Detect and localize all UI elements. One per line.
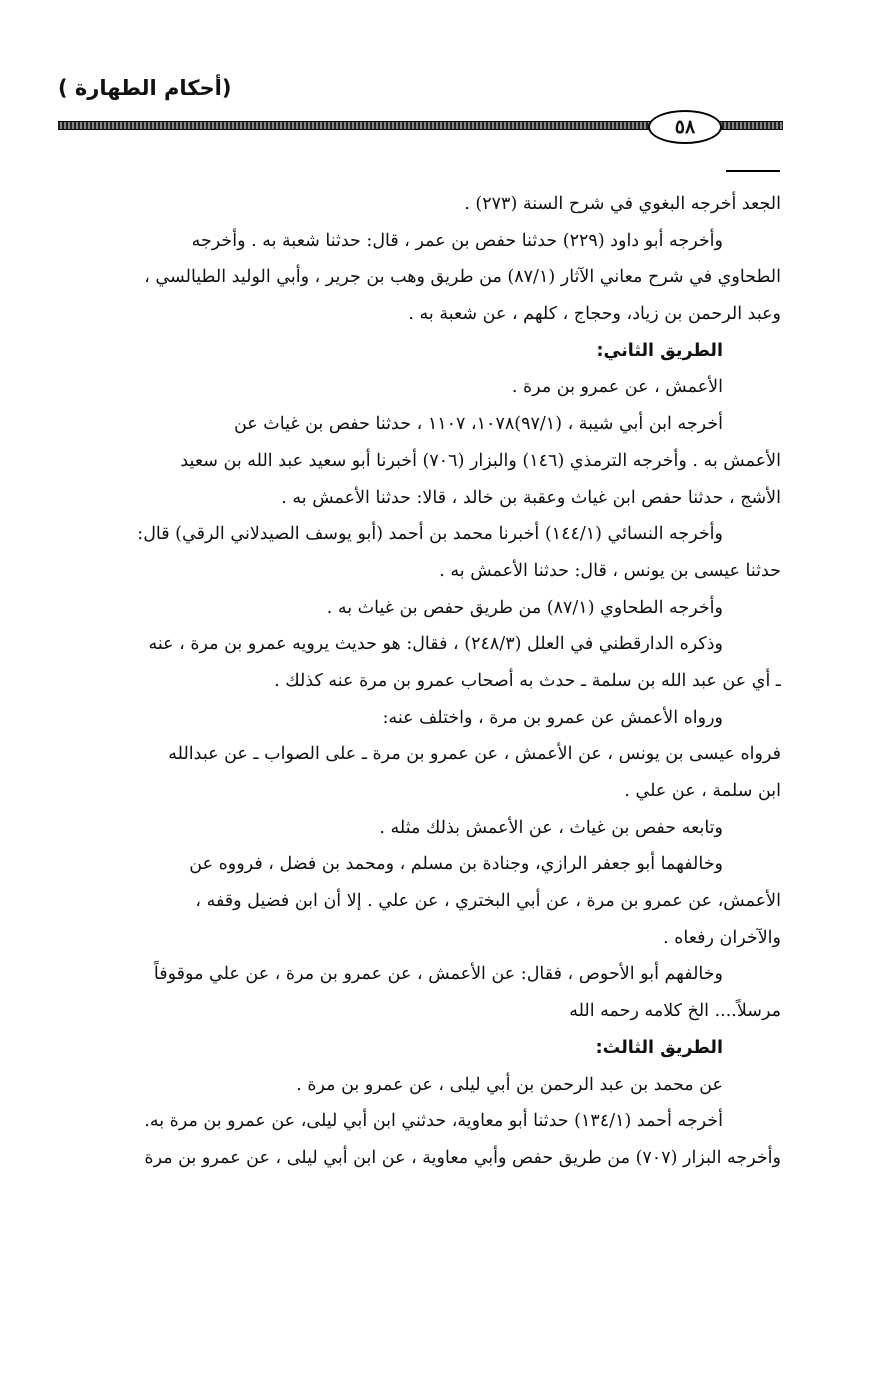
page-number xyxy=(648,110,722,144)
footnote-rule xyxy=(726,170,780,172)
section-heading: الطريق الثالث: xyxy=(595,1037,723,1058)
text-line: الأعمش ، عن عمرو بن مرة . xyxy=(511,377,723,398)
text-line: وأخرجه البزار (٧٠٧) من طريق حفص وأبي معاوية ، عن ابن أبي ليلى ، عن عمرو بن مرة xyxy=(144,1147,781,1168)
text-line: وذكره الدارقطني في العلل (٢٤٨/٣) ، فقال: هو حديث يرويه عمرو بن مرة ، عنه xyxy=(148,634,723,655)
text-line: ابن سلمة ، عن علي . xyxy=(624,781,781,801)
text-line: مرسلاً.... الخ كلامه رحمه الله xyxy=(569,1001,781,1022)
text-line: وأخرجه أبو داود (٢٢٩) حدثنا حفص بن عمر ، قال: حدثنا شعبة به . وأخرجه xyxy=(191,230,723,251)
text-line: ورواه الأعمش عن عمرو بن مرة ، واختلف عنه: xyxy=(382,707,723,728)
text-line: فرواه عيسى بن يونس ، عن الأعمش ، عن عمرو بن مرة ـ على الصواب ـ عن عبدالله xyxy=(168,744,781,765)
text-line: الأعمش به . وأخرجه الترمذي (١٤٦) والبزار (٧٠٦) أخبرنا أبو سعيد عبد الله بن سعيد xyxy=(180,450,781,471)
text-line: الطحاوي في شرح معاني الآثار (٨٧/١) من طريق وهب بن جرير ، وأبي الوليد الطيالسي ، xyxy=(144,267,781,288)
text-line: والآخران رفعاه . xyxy=(663,927,781,948)
text-line: وأخرجه النسائي (١٤٤/١) أخبرنا محمد بن أحمد (أبو يوسف الصيدلاني الرقي) قال: xyxy=(137,524,723,545)
text-line: الأعمش، عن عمرو بن مرة ، عن أبي البختري ، عن علي . إلا أن ابن فضيل وقفه ، xyxy=(195,891,781,912)
text-line: عن محمد بن عبد الرحمن بن أبي ليلى ، عن عمرو بن مرة . xyxy=(296,1074,723,1095)
text-line: ـ أي عن عبد الله بن سلمة ـ حدث به أصحاب عمرو بن مرة عنه كذلك . xyxy=(274,670,781,691)
text-line: وعبد الرحمن بن زياد، وحجاج ، كلهم ، عن شعبة به . xyxy=(408,304,781,325)
text-line: وتابعه حفص بن غياث ، عن الأعمش بذلك مثله . xyxy=(379,817,723,838)
text-line: وأخرجه الطحاوي (٨٧/١) من طريق حفص بن غياث به . xyxy=(326,597,723,618)
text-line: حدثنا عيسى بن يونس ، قال: حدثنا الأعمش به . xyxy=(439,560,781,581)
text-line: الأشج ، حدثنا حفص ابن غياث وعقبة بن خالد ، قالا: حدثنا الأعمش به . xyxy=(281,487,781,508)
text-line: أخرجه أحمد (١٣٤/١) حدثنا أبو معاوية، حدثني ابن أبي ليلى، عن عمرو بن مرة به. xyxy=(144,1111,723,1132)
section-heading: الطريق الثاني: xyxy=(596,340,723,361)
running-title: (أحكام الطهارة ) xyxy=(58,76,232,100)
text-line: وخالفهما أبو جعفر الرازي، وجنادة بن مسلم ، ومحمد بن فضل ، فرووه عن xyxy=(189,854,723,875)
body-text xyxy=(58,186,781,1177)
text-line: وخالفهم أبو الأحوص ، فقال: عن الأعمش ، عن عمرو بن مرة ، عن علي موقوفاً xyxy=(153,964,723,985)
text-line: الجعد أخرجه البغوي في شرح السنة (٢٧٣) . xyxy=(464,194,781,214)
page-number-text: ٥٨ xyxy=(674,116,696,138)
text-line: أخرجه ابن أبي شيبة ، (٩٧/١)١٠٧٨، ١١٠٧ ، حدثنا حفص بن غياث عن xyxy=(233,414,723,435)
